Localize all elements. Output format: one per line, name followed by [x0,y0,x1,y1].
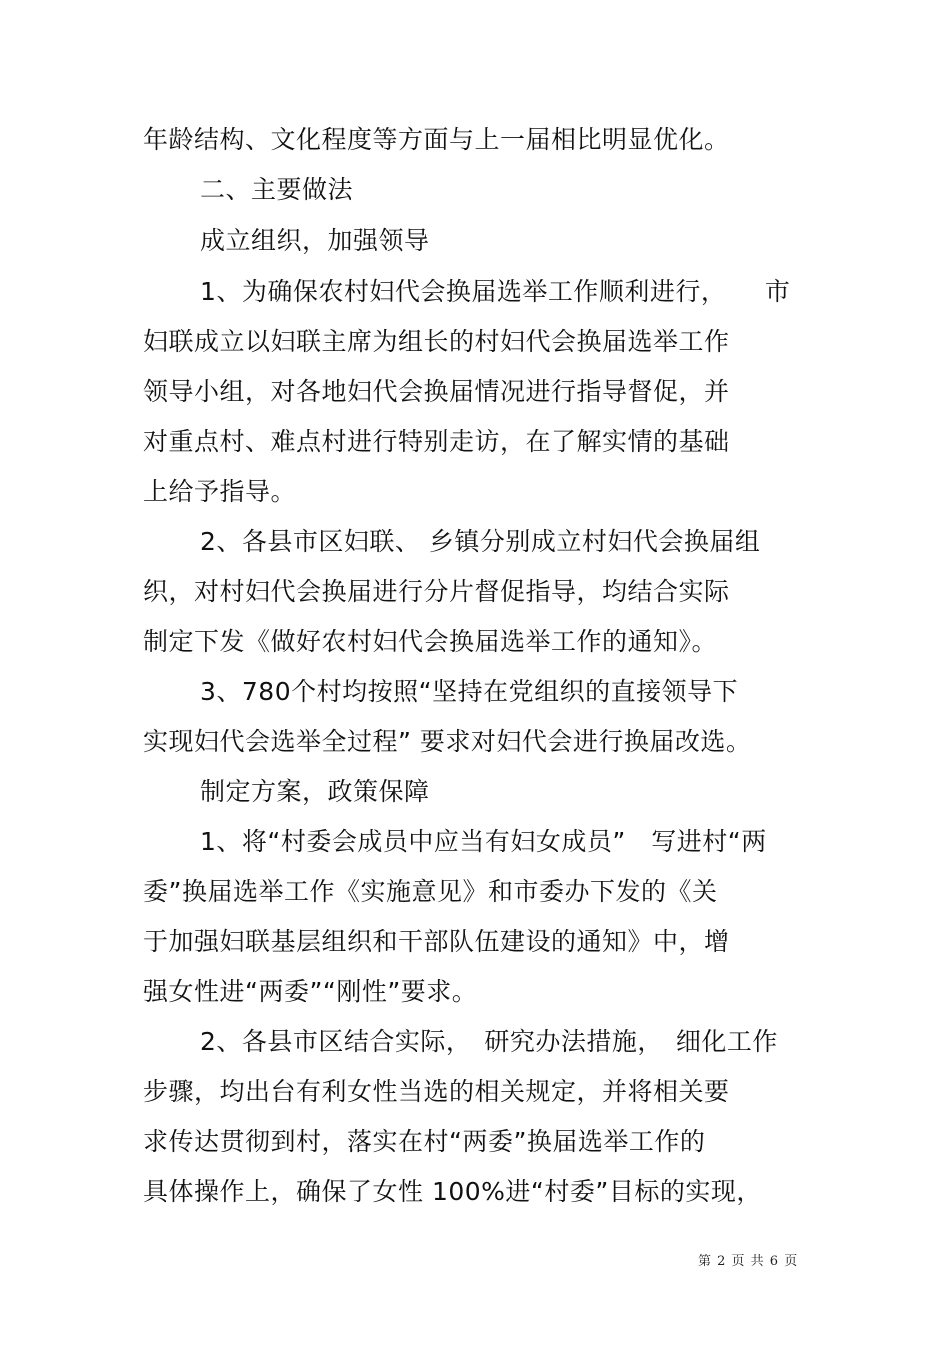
text-line: 求传达贯彻到村，落实在村“两委”换届选举工作的 [143,1127,706,1156]
text-line: 步骤，均出台有利女性当选的相关规定，并将相关要 [143,1077,730,1106]
text-line: 2、各县市区妇联、 乡镇分别成立村妇代会换届组 [200,527,761,556]
text-line: 领导小组，对各地妇代会换届情况进行指导督促，并 [143,377,730,406]
text-line: 强女性进“两委”“刚性”要求。 [143,977,478,1006]
text-line: 制定下发《做好农村妇代会换届选举工作的通知》。 [143,627,718,656]
subsection-heading: 成立组织，加强领导 [200,226,430,255]
text-line: 3、780个村均按照“坚持在党组织的直接领导下 [200,677,739,706]
text-line: 2、各县市区结合实际， 研究办法措施， 细化工作 [200,1027,778,1056]
text-line: 1、将“村委会成员中应当有妇女成员” 写进村“两 [200,827,767,856]
text-line: 织，对村妇代会换届进行分片督促指导，均结合实际 [143,577,730,606]
subsection-heading: 制定方案，政策保障 [200,777,430,806]
text-line: 年龄结构、文化程度等方面与上一届相比明显优化。 [143,125,730,154]
text-line: 上给予指导。 [143,477,297,506]
text-line: 具体操作上，确保了女性 100%进“村委”目标的实现， [143,1177,762,1206]
text-line: 对重点村、难点村进行特别走访，在了解实情的基础 [143,427,730,456]
text-line: 于加强妇联基层组织和干部队伍建设的通知》中，增 [143,927,730,956]
text-line: 妇联成立以妇联主席为组长的村妇代会换届选举工作 [143,327,730,356]
section-heading: 二、主要做法 [200,175,354,204]
text-line: 实现妇代会选举全过程” 要求对妇代会进行换届改选。 [143,727,752,756]
page-number-footer: 第 2 页 共 6 页 [698,1254,799,1269]
text-line: 1、为确保农村妇代会换届选举工作顺利进行， 市 [200,277,791,306]
text-line: 委”换届选举工作《实施意见》和市委办下发的《关 [143,877,718,906]
